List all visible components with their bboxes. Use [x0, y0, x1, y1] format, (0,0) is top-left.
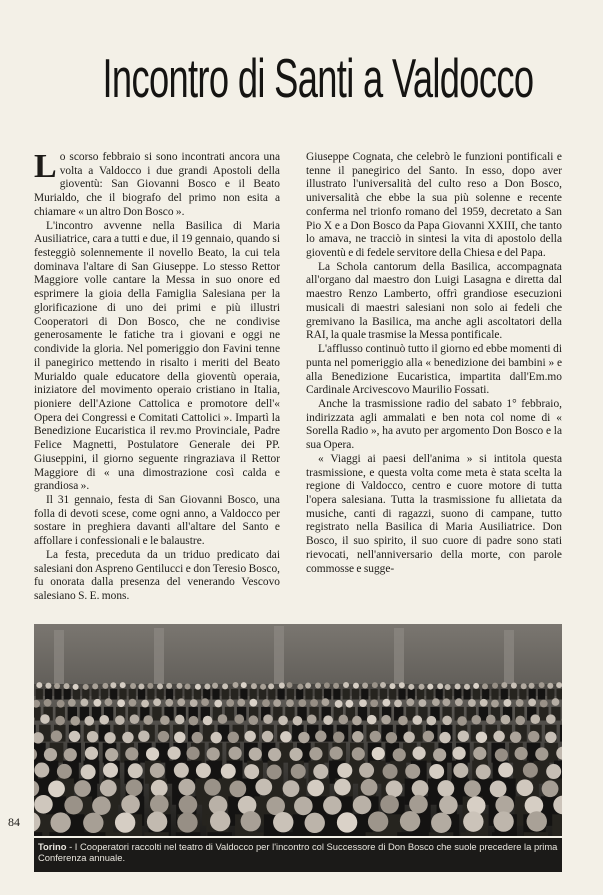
paragraph: L'incontro avvenne nella Basilica di Maria Ausiliatrice, cara a tutti e due, il 19 gennaio, quando si festeggiò solennemente il novello Beato, la cui tela dominava l'altare di San Giuseppe. Lo stesso Rettor Maggiore volle cantare la Messa in suo onore ed esprimere la gioia della Famiglia Salesiana per la glorificazione di uno dei primi e più illustri Cooperatori di Don Bosco, che ne condivise generosamente le fatiche tra i giovani e oggi ne condivide la gloria. Nel pomeriggio don Favini tenne il panegirico mettendo in risalto i meriti del Beato Murialdo quale educatore della gioventù operaia, iniziatore del movimento operaio cristiano in Italia, pioniere dell'Azione Cattolica e promotore dell'« Opera dei Congressi e Comitati Cattolici ». Impartì la Benedizione Eucaristica il rev.mo Provinciale, Padre Felice Magnetti, Postulatore Generale dei PP. Giuseppini, il giorno seguente ringraziava il Rettor Maggiore di « una dimostrazione così calda e grandiosa ». [34, 219, 280, 493]
photo-caption [34, 838, 562, 872]
paragraph: Il 31 gennaio, festa di San Giovanni Bosco, una folla di devoti scese, come ogni anno, a Valdocco per sostare in preghiera davanti all'altare del Santo e affollare i confessionali e le balaustre. [34, 493, 280, 548]
caption-text: - I Cooperatori raccolti nel teatro di Valdocco per l'incontro col Successore di Don Bosco che suole precedere la prima Conferenza annuale. [38, 841, 558, 863]
article-title: Incontro di Santi a Valdocco [102, 47, 534, 109]
right-column [306, 151, 562, 576]
left-column [34, 148, 280, 604]
page-number: 84 [8, 815, 20, 829]
caption-place: Torino [38, 841, 67, 852]
paragraph [34, 148, 280, 220]
paragraph: La festa, preceduta da un triduo predicato dai salesiani don Aspreno Gentilucci e don Teresio Bosco, fu onorata dalla presenza del venerando Vescovo salesiano S. E. mons. [34, 548, 280, 602]
paragraph: « Viaggi ai paesi dell'anima » si intitola questa trasmissione, e questa volta come meta è stata scelta la regione di Valdocco, centro e cuore motore di tutta l'opera salesiana. Tutta la trasmissione fu allietata da musiche, canti di ragazzi, suono di campane, tutto registrato nella Basilica di Maria Ausiliatrice. Don Bosco, il suo spirito, il suo cuore di padre sono stati rievocati, nell'anniversario della morte, con parole commosse e sugge- [306, 452, 562, 575]
paragraph: Giuseppe Cognata, che celebrò le funzioni pontificali e tenne il panegirico del Santo. In esso, dopo aver illustrato l'universalità del culto reso a Don Bosco, universalità che ebbe la sua più solenne e recente conferma nel trionfo romano del 1959, decretato a San Pio X e a Don Bosco da Papa Giovanni XXIII, che tanto lo amava, ne tracciò in sintesi la vita di apostolo della gioventù e di fedele servitore della Chiesa e del Papa. [306, 151, 562, 260]
drop-cap: L [34, 148, 57, 185]
audience-photo [34, 624, 562, 836]
paragraph: Anche la trasmissione radio del sabato 1° febbraio, indirizzata agli ammalati e ben nota col nome di « Sorella Radio », ha avuto per argomento Don Bosco e la sua Opera. [306, 397, 562, 452]
paragraph: La Schola cantorum della Basilica, accompagnata all'organo dal maestro don Luigi Lasagna e diretta dal maestro Renzo Lamberto, offrì grandiose esecuzioni musicali di maestri salesiani non solo ai fedeli che gremivano la Basilica, ma anche agli ascoltatori della RAI, la quale trasmise la Messa pontificale. [306, 260, 562, 342]
paragraph-text: o scorso febbraio si sono incontrati ancora una volta a Valdocco i due grandi Apostoli della gioventù: San Giovanni Bosco e il Beato Murialdo, che il biografo del primo non esita a chiamare « un altro Don Bosco ». [34, 151, 280, 218]
paragraph: L'afflusso continuò tutto il giorno ed ebbe momenti di punta nel pomeriggio alla « benedizione dei bambini » e alla Benedizione Eucaristica, impartita dall'Em.mo Cardinale Arcivescovo Maurilio Fossati. [306, 343, 562, 397]
audience-photo-art [34, 624, 562, 836]
